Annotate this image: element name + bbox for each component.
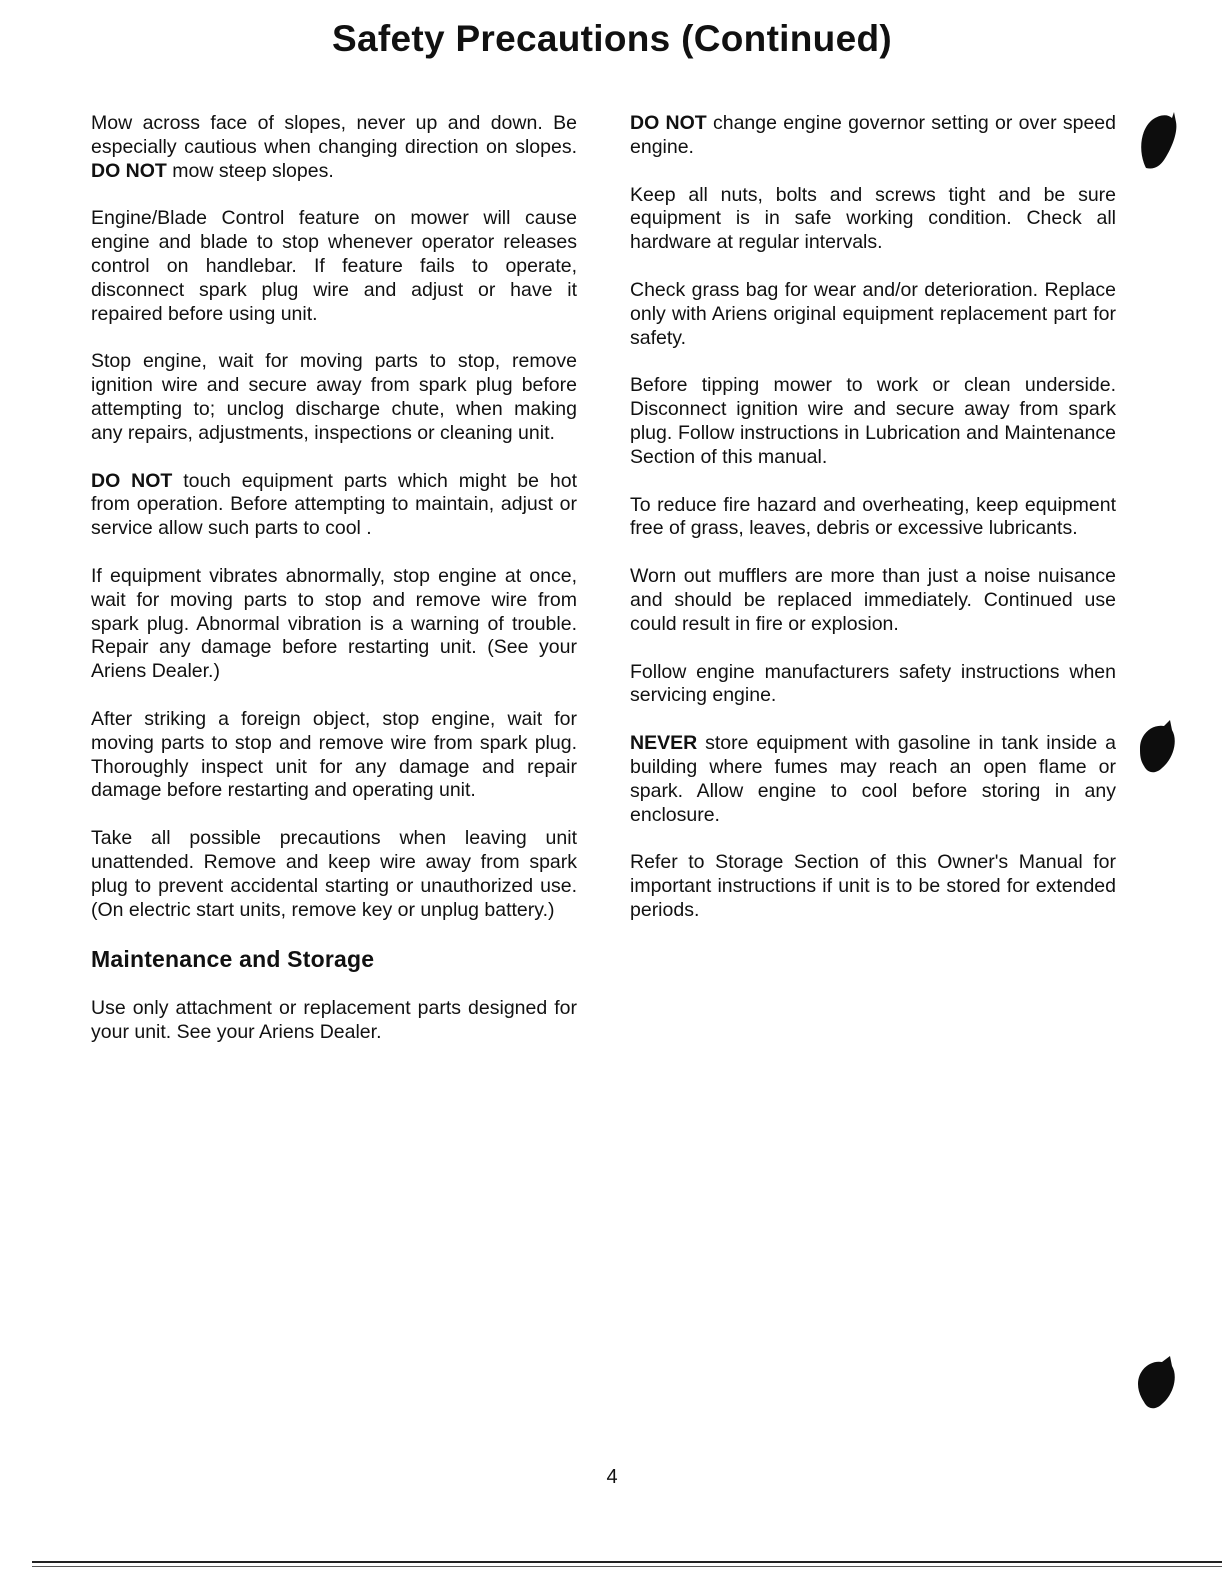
paragraph-storage-gasoline — [630, 732, 1116, 827]
punch-hole-mark-bottom — [1132, 1354, 1180, 1420]
paragraph-text: If equipment vibrates abnormally, stop engine at once, wait for moving parts to stop and remove wire from spark plug. Abnormal vibration is a warning of trouble. Repair any damage before restarting unit. (See your Ariens Dealer.) — [91, 564, 577, 683]
paragraph-text: Before tipping mower to work or clean underside. Disconnect ignition wire and secure away from spark plug. Follow instructions in Lubrication and Maintenance Section of this manual. — [630, 374, 1116, 468]
bottom-rule-secondary — [32, 1566, 1222, 1567]
paragraph-text: touch equipment parts which might be hot from operation. Before attempting to maintain, adjust or service allow such parts to cool . — [91, 469, 577, 540]
paragraph-text: Worn out mufflers are more than just a noise nuisance and should be replaced immediately. Continued use could result in fire or explosion. — [630, 565, 1116, 635]
paragraph-tipping — [630, 374, 1116, 469]
emphasis-never: NEVER — [630, 732, 698, 755]
page-number: 4 — [606, 1466, 618, 1488]
paragraph-text: Stop engine, wait for moving parts to stop, remove ignition wire and secure away from spark plug before attempting to; unclog discharge chute, when making any repairs, adjustments, inspections or cleaning unit. — [91, 350, 577, 444]
bottom-rule — [32, 1561, 1222, 1563]
paragraph-blade-control — [91, 207, 577, 326]
punch-hole-mark-middle — [1132, 718, 1180, 784]
page-title: Safety Precautions (Continued) — [332, 18, 892, 59]
paragraph-mufflers — [630, 565, 1116, 636]
paragraph-nuts-bolts — [630, 184, 1116, 255]
paragraph-slopes — [91, 112, 577, 183]
emphasis-do-not: DO NOT — [91, 469, 173, 492]
left-column — [91, 112, 577, 1069]
paragraph-maintenance: Use only attachment or replacement parts designed for your unit. See your Ariens Dealer. — [91, 997, 577, 1044]
paragraph-text: Check grass bag for wear and/or deterioration. Replace only with Ariens original equipment replacement part for safety. — [630, 278, 1116, 349]
paragraph-stop-engine — [91, 350, 577, 445]
paragraph-unattended — [91, 827, 577, 922]
paragraph-text: Mow across face of slopes, never up and down. Be especially cautious when changing direction on slopes. — [91, 112, 577, 158]
paragraph-text: After striking a foreign object, stop engine, wait for moving parts to stop and remove wire from spark plug. Thoroughly inspect unit for any damage and repair damage before restarting and operating unit. — [91, 707, 577, 802]
paragraph-text: mow steep slopes. — [166, 159, 334, 182]
maintenance-heading: Maintenance and Storage — [91, 946, 375, 973]
paragraph-text: Take all possible precautions when leaving unit unattended. Remove and keep wire away from spark plug to prevent accidental starting or unauthorized use. (On electric start units, remove key or unplug battery.) — [91, 827, 577, 921]
paragraph-text: Keep all nuts, bolts and screws tight and be sure equipment is in safe working condition. Check all hardware at regular intervals. — [630, 183, 1116, 254]
paragraph-text: Refer to Storage Section of this Owner's Manual for important instructions if unit is to be stored for extended periods. — [630, 851, 1116, 921]
emphasis-do-not: DO NOT — [630, 112, 707, 134]
paragraph-vibration — [91, 565, 577, 684]
paragraph-governor — [630, 112, 1116, 160]
paragraph-text: store equipment with gasoline in tank inside a building where fumes may reach an open flame or spark. Allow engine to cool before storing in any enclosure. — [630, 732, 1116, 826]
paragraph-hot-parts — [91, 470, 577, 541]
paragraph-text: change engine governor setting or over speed engine. — [630, 112, 1116, 158]
right-column — [630, 112, 1116, 947]
paragraph-text: To reduce fire hazard and overheating, keep equipment free of grass, leaves, debris or excessive lubricants. — [630, 493, 1116, 540]
paragraph-fire-hazard — [630, 494, 1116, 542]
paragraph-storage-section — [630, 851, 1116, 922]
paragraph-text: Engine/Blade Control feature on mower will cause engine and blade to stop whenever operator releases control on handlebar. If feature fails to operate, disconnect spark plug wire and adjust or have it repaired before using unit. — [91, 207, 577, 325]
punch-hole-mark-top — [1132, 108, 1180, 174]
paragraph-grass-bag — [630, 279, 1116, 350]
emphasis-do-not: DO NOT — [91, 159, 167, 182]
paragraph-text: Follow engine manufacturers safety instructions when servicing engine. — [630, 660, 1116, 707]
paragraph-engine-safety — [630, 661, 1116, 709]
paragraph-foreign-object — [91, 708, 577, 803]
